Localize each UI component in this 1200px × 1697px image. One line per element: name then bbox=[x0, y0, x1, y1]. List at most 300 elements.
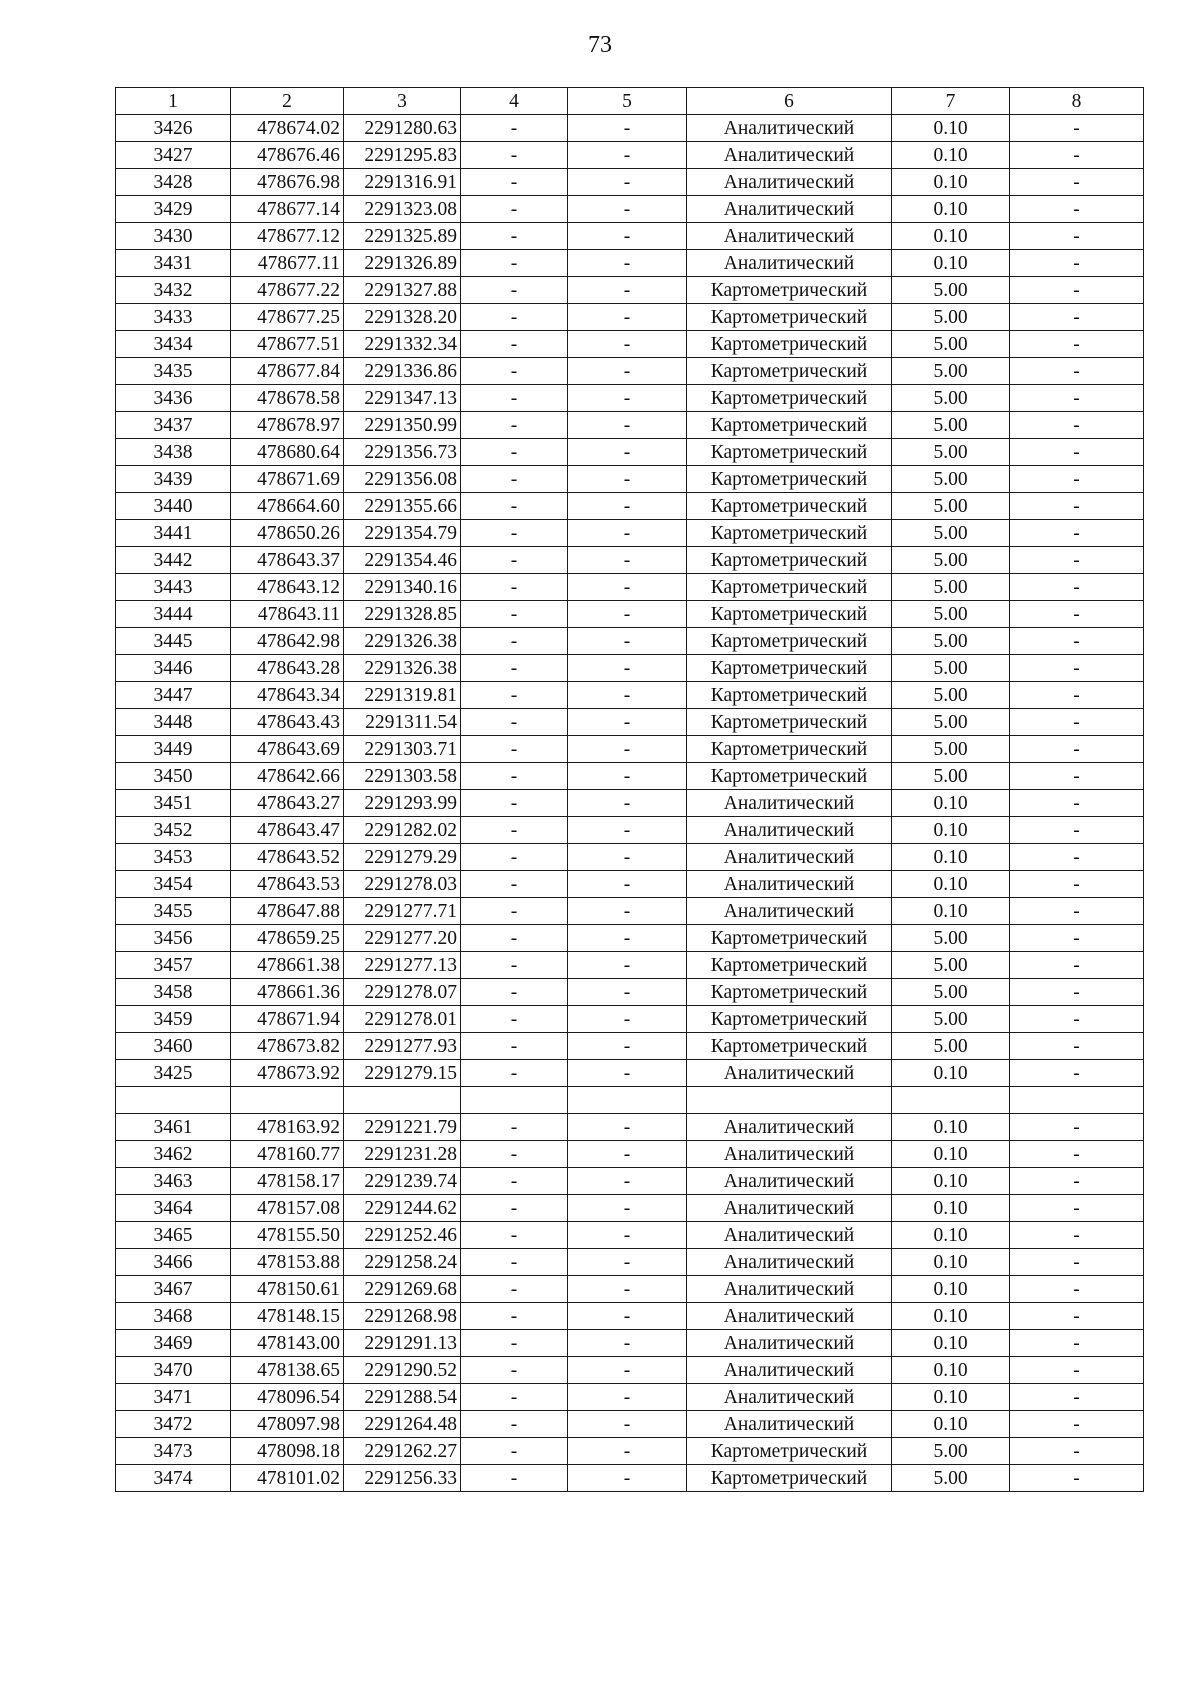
cell-point-number: 3444 bbox=[116, 601, 231, 628]
cell-column-8: - bbox=[1010, 1195, 1144, 1222]
cell-column-8: - bbox=[1010, 439, 1144, 466]
cell-point-number: 3447 bbox=[116, 682, 231, 709]
table-row bbox=[116, 817, 1144, 844]
cell-method: Картометрический bbox=[687, 574, 892, 601]
cell-y-coordinate: 2291221.79 bbox=[344, 1114, 461, 1141]
cell-column-8: - bbox=[1010, 790, 1144, 817]
cell-method: Картометрический bbox=[687, 925, 892, 952]
cell-column-5: - bbox=[568, 115, 687, 142]
cell-x-coordinate: 478661.38 bbox=[231, 952, 344, 979]
cell-column-5: - bbox=[568, 790, 687, 817]
cell-accuracy: 0.10 bbox=[892, 1249, 1010, 1276]
cell-method: Картометрический bbox=[687, 709, 892, 736]
cell-column-4: - bbox=[461, 1303, 568, 1330]
cell-accuracy: 5.00 bbox=[892, 466, 1010, 493]
cell-column-8: - bbox=[1010, 1006, 1144, 1033]
cell-column-5: - bbox=[568, 655, 687, 682]
cell-point-number: 3466 bbox=[116, 1249, 231, 1276]
cell-column-5: - bbox=[568, 1411, 687, 1438]
cell-accuracy: 0.10 bbox=[892, 1168, 1010, 1195]
cell-x-coordinate: 478677.25 bbox=[231, 304, 344, 331]
cell-y-coordinate: 2291277.20 bbox=[344, 925, 461, 952]
cell-point-number: 3434 bbox=[116, 331, 231, 358]
cell-method: Картометрический bbox=[687, 1033, 892, 1060]
table-row bbox=[116, 196, 1144, 223]
cell-column-8: - bbox=[1010, 682, 1144, 709]
cell-x-coordinate: 478160.77 bbox=[231, 1141, 344, 1168]
cell-column-8: - bbox=[1010, 115, 1144, 142]
cell-column-4: - bbox=[461, 655, 568, 682]
cell-column-4: - bbox=[461, 1357, 568, 1384]
cell-y-coordinate: 2291280.63 bbox=[344, 115, 461, 142]
cell-column-4: - bbox=[461, 601, 568, 628]
cell-column-5: - bbox=[568, 709, 687, 736]
cell-column-4: - bbox=[461, 1438, 568, 1465]
cell-x-coordinate bbox=[231, 1087, 344, 1114]
cell-accuracy: 5.00 bbox=[892, 925, 1010, 952]
cell-y-coordinate: 2291290.52 bbox=[344, 1357, 461, 1384]
cell-y-coordinate: 2291355.66 bbox=[344, 493, 461, 520]
cell-column-8: - bbox=[1010, 520, 1144, 547]
cell-column-5: - bbox=[568, 1438, 687, 1465]
cell-column-5: - bbox=[568, 1303, 687, 1330]
table-row bbox=[116, 709, 1144, 736]
cell-column-5: - bbox=[568, 1465, 687, 1492]
cell-column-5 bbox=[568, 1087, 687, 1114]
cell-x-coordinate: 478643.53 bbox=[231, 871, 344, 898]
cell-column-5: - bbox=[568, 277, 687, 304]
cell-point-number: 3441 bbox=[116, 520, 231, 547]
cell-x-coordinate: 478673.92 bbox=[231, 1060, 344, 1087]
cell-x-coordinate: 478643.69 bbox=[231, 736, 344, 763]
column-header-7: 7 bbox=[892, 88, 1010, 115]
cell-method: Аналитический bbox=[687, 898, 892, 925]
cell-x-coordinate: 478157.08 bbox=[231, 1195, 344, 1222]
cell-column-5: - bbox=[568, 1249, 687, 1276]
cell-point-number: 3435 bbox=[116, 358, 231, 385]
cell-column-4: - bbox=[461, 115, 568, 142]
cell-x-coordinate: 478163.92 bbox=[231, 1114, 344, 1141]
cell-column-4: - bbox=[461, 169, 568, 196]
cell-point-number: 3456 bbox=[116, 925, 231, 952]
cell-column-4: - bbox=[461, 871, 568, 898]
column-header-3: 3 bbox=[344, 88, 461, 115]
cell-point-number: 3446 bbox=[116, 655, 231, 682]
table-row bbox=[116, 628, 1144, 655]
cell-column-8 bbox=[1010, 1087, 1144, 1114]
cell-x-coordinate: 478158.17 bbox=[231, 1168, 344, 1195]
cell-method: Аналитический bbox=[687, 1411, 892, 1438]
cell-method: Аналитический bbox=[687, 142, 892, 169]
table-row bbox=[116, 1465, 1144, 1492]
cell-column-4: - bbox=[461, 1141, 568, 1168]
table-row bbox=[116, 250, 1144, 277]
cell-x-coordinate: 478677.11 bbox=[231, 250, 344, 277]
cell-accuracy: 5.00 bbox=[892, 277, 1010, 304]
cell-column-8: - bbox=[1010, 304, 1144, 331]
cell-column-5: - bbox=[568, 601, 687, 628]
cell-y-coordinate: 2291269.68 bbox=[344, 1276, 461, 1303]
table-row bbox=[116, 1060, 1144, 1087]
cell-x-coordinate: 478096.54 bbox=[231, 1384, 344, 1411]
cell-x-coordinate: 478678.58 bbox=[231, 385, 344, 412]
cell-y-coordinate: 2291282.02 bbox=[344, 817, 461, 844]
cell-column-5: - bbox=[568, 898, 687, 925]
cell-column-4: - bbox=[461, 358, 568, 385]
cell-column-5: - bbox=[568, 844, 687, 871]
cell-x-coordinate: 478101.02 bbox=[231, 1465, 344, 1492]
cell-point-number: 3451 bbox=[116, 790, 231, 817]
cell-column-4: - bbox=[461, 790, 568, 817]
cell-point-number: 3474 bbox=[116, 1465, 231, 1492]
cell-y-coordinate: 2291264.48 bbox=[344, 1411, 461, 1438]
cell-column-8: - bbox=[1010, 1303, 1144, 1330]
cell-point-number: 3428 bbox=[116, 169, 231, 196]
cell-column-8: - bbox=[1010, 1114, 1144, 1141]
table-row bbox=[116, 1276, 1144, 1303]
cell-column-8: - bbox=[1010, 493, 1144, 520]
cell-column-5: - bbox=[568, 1276, 687, 1303]
cell-accuracy: 5.00 bbox=[892, 358, 1010, 385]
cell-column-5: - bbox=[568, 1195, 687, 1222]
cell-accuracy: 0.10 bbox=[892, 1060, 1010, 1087]
cell-accuracy: 5.00 bbox=[892, 385, 1010, 412]
cell-point-number: 3459 bbox=[116, 1006, 231, 1033]
cell-y-coordinate: 2291356.73 bbox=[344, 439, 461, 466]
cell-method: Картометрический bbox=[687, 736, 892, 763]
cell-y-coordinate: 2291319.81 bbox=[344, 682, 461, 709]
cell-x-coordinate: 478643.34 bbox=[231, 682, 344, 709]
cell-column-8: - bbox=[1010, 1168, 1144, 1195]
cell-point-number: 3457 bbox=[116, 952, 231, 979]
cell-y-coordinate: 2291328.20 bbox=[344, 304, 461, 331]
cell-y-coordinate: 2291327.88 bbox=[344, 277, 461, 304]
cell-y-coordinate: 2291279.15 bbox=[344, 1060, 461, 1087]
cell-column-8: - bbox=[1010, 601, 1144, 628]
cell-method: Аналитический bbox=[687, 844, 892, 871]
cell-accuracy: 5.00 bbox=[892, 709, 1010, 736]
cell-accuracy: 0.10 bbox=[892, 223, 1010, 250]
cell-point-number: 3425 bbox=[116, 1060, 231, 1087]
table-row bbox=[116, 1033, 1144, 1060]
cell-accuracy: 0.10 bbox=[892, 142, 1010, 169]
cell-column-8: - bbox=[1010, 655, 1144, 682]
table-row bbox=[116, 763, 1144, 790]
cell-method: Картометрический bbox=[687, 1438, 892, 1465]
page-number: 73 bbox=[588, 32, 612, 58]
cell-x-coordinate: 478143.00 bbox=[231, 1330, 344, 1357]
cell-y-coordinate: 2291311.54 bbox=[344, 709, 461, 736]
cell-point-number: 3471 bbox=[116, 1384, 231, 1411]
cell-column-4: - bbox=[461, 1465, 568, 1492]
cell-column-4: - bbox=[461, 979, 568, 1006]
cell-column-4: - bbox=[461, 1060, 568, 1087]
cell-column-4: - bbox=[461, 1249, 568, 1276]
table-row bbox=[116, 601, 1144, 628]
cell-column-4: - bbox=[461, 196, 568, 223]
cell-x-coordinate: 478643.47 bbox=[231, 817, 344, 844]
table-row bbox=[116, 871, 1144, 898]
cell-accuracy: 5.00 bbox=[892, 520, 1010, 547]
table-row bbox=[116, 655, 1144, 682]
cell-y-coordinate: 2291252.46 bbox=[344, 1222, 461, 1249]
cell-point-number: 3427 bbox=[116, 142, 231, 169]
table-row bbox=[116, 520, 1144, 547]
table-row bbox=[116, 1087, 1144, 1114]
cell-accuracy: 0.10 bbox=[892, 1195, 1010, 1222]
cell-y-coordinate: 2291328.85 bbox=[344, 601, 461, 628]
cell-x-coordinate: 478642.98 bbox=[231, 628, 344, 655]
cell-y-coordinate: 2291326.89 bbox=[344, 250, 461, 277]
cell-y-coordinate: 2291332.34 bbox=[344, 331, 461, 358]
cell-column-5: - bbox=[568, 358, 687, 385]
cell-column-8: - bbox=[1010, 979, 1144, 1006]
cell-column-5: - bbox=[568, 817, 687, 844]
cell-column-8: - bbox=[1010, 1276, 1144, 1303]
cell-x-coordinate: 478643.11 bbox=[231, 601, 344, 628]
cell-column-8: - bbox=[1010, 763, 1144, 790]
cell-x-coordinate: 478676.46 bbox=[231, 142, 344, 169]
cell-point-number: 3465 bbox=[116, 1222, 231, 1249]
table-row bbox=[116, 1330, 1144, 1357]
cell-accuracy: 5.00 bbox=[892, 952, 1010, 979]
cell-y-coordinate: 2291347.13 bbox=[344, 385, 461, 412]
cell-point-number: 3433 bbox=[116, 304, 231, 331]
cell-point-number: 3448 bbox=[116, 709, 231, 736]
cell-column-8: - bbox=[1010, 1357, 1144, 1384]
cell-column-4: - bbox=[461, 142, 568, 169]
cell-column-4: - bbox=[461, 547, 568, 574]
cell-accuracy: 0.10 bbox=[892, 1114, 1010, 1141]
table-row bbox=[116, 844, 1144, 871]
cell-column-5: - bbox=[568, 763, 687, 790]
cell-y-coordinate: 2291278.03 bbox=[344, 871, 461, 898]
table-row bbox=[116, 142, 1144, 169]
cell-y-coordinate: 2291303.58 bbox=[344, 763, 461, 790]
cell-column-5: - bbox=[568, 385, 687, 412]
cell-x-coordinate: 478643.37 bbox=[231, 547, 344, 574]
cell-method: Картометрический bbox=[687, 601, 892, 628]
cell-point-number: 3430 bbox=[116, 223, 231, 250]
cell-accuracy: 0.10 bbox=[892, 1141, 1010, 1168]
cell-accuracy: 0.10 bbox=[892, 844, 1010, 871]
cell-point-number: 3452 bbox=[116, 817, 231, 844]
cell-accuracy: 5.00 bbox=[892, 331, 1010, 358]
cell-column-8: - bbox=[1010, 1411, 1144, 1438]
cell-column-4: - bbox=[461, 1276, 568, 1303]
cell-method: Аналитический bbox=[687, 1330, 892, 1357]
cell-point-number: 3468 bbox=[116, 1303, 231, 1330]
cell-method: Аналитический bbox=[687, 115, 892, 142]
cell-accuracy: 0.10 bbox=[892, 871, 1010, 898]
cell-point-number: 3464 bbox=[116, 1195, 231, 1222]
table-row bbox=[116, 1114, 1144, 1141]
cell-column-8: - bbox=[1010, 250, 1144, 277]
column-header-5: 5 bbox=[568, 88, 687, 115]
cell-accuracy: 0.10 bbox=[892, 1330, 1010, 1357]
cell-accuracy: 5.00 bbox=[892, 1438, 1010, 1465]
cell-x-coordinate: 478098.18 bbox=[231, 1438, 344, 1465]
cell-method: Картометрический bbox=[687, 952, 892, 979]
cell-x-coordinate: 478150.61 bbox=[231, 1276, 344, 1303]
table-row bbox=[116, 439, 1144, 466]
cell-method: Картометрический bbox=[687, 493, 892, 520]
cell-point-number: 3439 bbox=[116, 466, 231, 493]
cell-y-coordinate: 2291288.54 bbox=[344, 1384, 461, 1411]
cell-column-4: - bbox=[461, 763, 568, 790]
cell-method: Картометрический bbox=[687, 304, 892, 331]
cell-x-coordinate: 478677.22 bbox=[231, 277, 344, 304]
cell-column-4: - bbox=[461, 1033, 568, 1060]
cell-column-4: - bbox=[461, 709, 568, 736]
cell-method: Аналитический bbox=[687, 223, 892, 250]
cell-column-5: - bbox=[568, 1357, 687, 1384]
table-row bbox=[116, 466, 1144, 493]
cell-accuracy: 0.10 bbox=[892, 1384, 1010, 1411]
cell-accuracy: 0.10 bbox=[892, 169, 1010, 196]
cell-method: Аналитический bbox=[687, 1249, 892, 1276]
cell-column-5: - bbox=[568, 1141, 687, 1168]
cell-point-number: 3470 bbox=[116, 1357, 231, 1384]
table-row bbox=[116, 736, 1144, 763]
cell-column-4: - bbox=[461, 736, 568, 763]
cell-x-coordinate: 478680.64 bbox=[231, 439, 344, 466]
cell-method: Аналитический bbox=[687, 1114, 892, 1141]
cell-x-coordinate: 478677.12 bbox=[231, 223, 344, 250]
cell-column-8: - bbox=[1010, 196, 1144, 223]
cell-accuracy: 5.00 bbox=[892, 655, 1010, 682]
cell-y-coordinate: 2291258.24 bbox=[344, 1249, 461, 1276]
cell-column-8: - bbox=[1010, 1033, 1144, 1060]
cell-y-coordinate: 2291354.46 bbox=[344, 547, 461, 574]
cell-column-8: - bbox=[1010, 574, 1144, 601]
cell-y-coordinate: 2291262.27 bbox=[344, 1438, 461, 1465]
cell-column-5: - bbox=[568, 574, 687, 601]
cell-column-8: - bbox=[1010, 1465, 1144, 1492]
table-row bbox=[116, 979, 1144, 1006]
cell-column-5: - bbox=[568, 169, 687, 196]
header-row bbox=[116, 88, 1144, 115]
cell-method: Аналитический bbox=[687, 1276, 892, 1303]
cell-point-number: 3450 bbox=[116, 763, 231, 790]
cell-method: Аналитический bbox=[687, 1384, 892, 1411]
cell-column-5: - bbox=[568, 1168, 687, 1195]
cell-column-5: - bbox=[568, 1033, 687, 1060]
cell-y-coordinate: 2291268.98 bbox=[344, 1303, 461, 1330]
cell-x-coordinate: 478138.65 bbox=[231, 1357, 344, 1384]
cell-point-number: 3469 bbox=[116, 1330, 231, 1357]
cell-method: Аналитический bbox=[687, 1303, 892, 1330]
cell-column-4: - bbox=[461, 952, 568, 979]
cell-column-8: - bbox=[1010, 142, 1144, 169]
cell-point-number: 3426 bbox=[116, 115, 231, 142]
table-row bbox=[116, 277, 1144, 304]
cell-column-5: - bbox=[568, 196, 687, 223]
cell-column-8: - bbox=[1010, 1384, 1144, 1411]
cell-method: Аналитический bbox=[687, 1141, 892, 1168]
cell-x-coordinate: 478671.94 bbox=[231, 1006, 344, 1033]
cell-column-5: - bbox=[568, 547, 687, 574]
column-header-4: 4 bbox=[461, 88, 568, 115]
coordinates-table bbox=[115, 87, 1144, 1492]
cell-column-8: - bbox=[1010, 412, 1144, 439]
cell-y-coordinate: 2291323.08 bbox=[344, 196, 461, 223]
cell-column-4: - bbox=[461, 1411, 568, 1438]
cell-accuracy: 5.00 bbox=[892, 601, 1010, 628]
cell-method: Аналитический bbox=[687, 1357, 892, 1384]
cell-y-coordinate: 2291326.38 bbox=[344, 655, 461, 682]
cell-x-coordinate: 478677.51 bbox=[231, 331, 344, 358]
table-row bbox=[116, 1168, 1144, 1195]
cell-x-coordinate: 478643.12 bbox=[231, 574, 344, 601]
cell-point-number: 3438 bbox=[116, 439, 231, 466]
cell-method: Картометрический bbox=[687, 466, 892, 493]
cell-column-4: - bbox=[461, 898, 568, 925]
cell-accuracy: 5.00 bbox=[892, 304, 1010, 331]
cell-accuracy: 0.10 bbox=[892, 1276, 1010, 1303]
cell-method: Картометрический bbox=[687, 547, 892, 574]
table-row bbox=[116, 358, 1144, 385]
cell-accuracy: 5.00 bbox=[892, 412, 1010, 439]
cell-column-4: - bbox=[461, 1168, 568, 1195]
cell-point-number: 3463 bbox=[116, 1168, 231, 1195]
cell-accuracy: 0.10 bbox=[892, 817, 1010, 844]
cell-column-8: - bbox=[1010, 817, 1144, 844]
cell-accuracy: 5.00 bbox=[892, 1006, 1010, 1033]
cell-column-5: - bbox=[568, 1006, 687, 1033]
cell-column-5: - bbox=[568, 925, 687, 952]
cell-x-coordinate: 478677.84 bbox=[231, 358, 344, 385]
cell-column-8: - bbox=[1010, 628, 1144, 655]
cell-column-5: - bbox=[568, 736, 687, 763]
cell-point-number: 3431 bbox=[116, 250, 231, 277]
cell-column-5: - bbox=[568, 871, 687, 898]
cell-accuracy: 0.10 bbox=[892, 790, 1010, 817]
cell-method bbox=[687, 1087, 892, 1114]
cell-x-coordinate: 478671.69 bbox=[231, 466, 344, 493]
cell-y-coordinate: 2291244.62 bbox=[344, 1195, 461, 1222]
cell-x-coordinate: 478674.02 bbox=[231, 115, 344, 142]
cell-x-coordinate: 478650.26 bbox=[231, 520, 344, 547]
cell-method: Картометрический bbox=[687, 439, 892, 466]
column-header-2: 2 bbox=[231, 88, 344, 115]
table-row bbox=[116, 1303, 1144, 1330]
cell-y-coordinate: 2291277.71 bbox=[344, 898, 461, 925]
cell-column-4: - bbox=[461, 520, 568, 547]
cell-method: Аналитический bbox=[687, 1195, 892, 1222]
cell-column-5: - bbox=[568, 952, 687, 979]
cell-method: Картометрический bbox=[687, 358, 892, 385]
table-row bbox=[116, 682, 1144, 709]
cell-method: Картометрический bbox=[687, 385, 892, 412]
cell-column-4: - bbox=[461, 223, 568, 250]
cell-method: Картометрический bbox=[687, 682, 892, 709]
table-row bbox=[116, 304, 1144, 331]
cell-column-4: - bbox=[461, 925, 568, 952]
cell-column-8: - bbox=[1010, 1438, 1144, 1465]
cell-column-4: - bbox=[461, 466, 568, 493]
cell-column-4: - bbox=[461, 1384, 568, 1411]
cell-column-8: - bbox=[1010, 385, 1144, 412]
cell-y-coordinate: 2291356.08 bbox=[344, 466, 461, 493]
cell-column-5: - bbox=[568, 1114, 687, 1141]
cell-point-number: 3429 bbox=[116, 196, 231, 223]
cell-column-5: - bbox=[568, 628, 687, 655]
cell-column-8: - bbox=[1010, 709, 1144, 736]
table-row bbox=[116, 412, 1144, 439]
table-row bbox=[116, 790, 1144, 817]
cell-point-number: 3473 bbox=[116, 1438, 231, 1465]
